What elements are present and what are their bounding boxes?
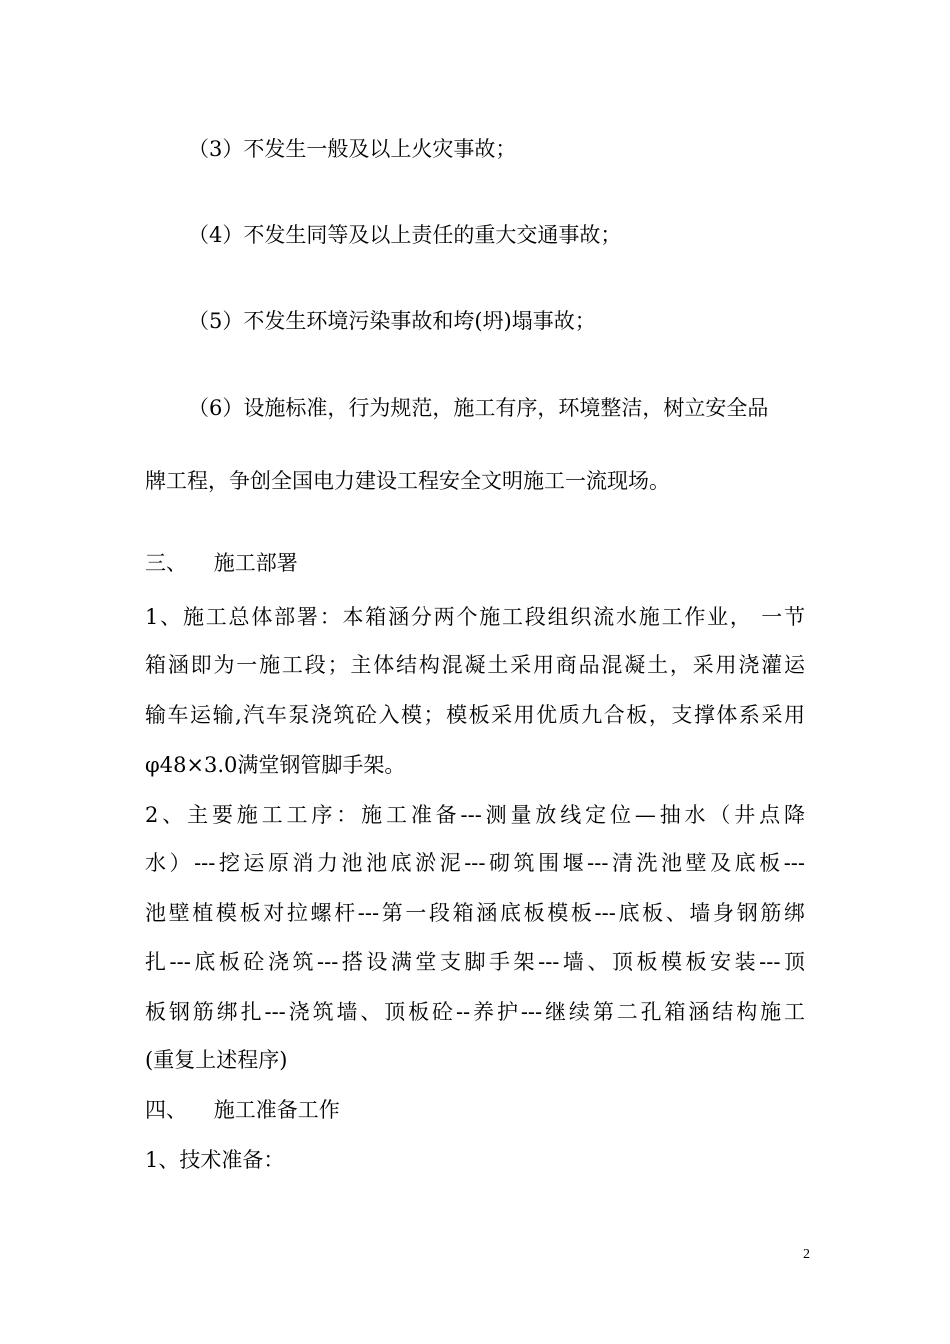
deployment-paragraph-line-2: 箱涵即为一施工段；主体结构混凝土采用商品混凝土，采用浇灌运 [145,653,805,677]
section-heading-preparation: 四、 施工准备工作 [145,1098,340,1122]
process-paragraph-line-3: 池壁植模板对拉螺杆---第一段箱涵底板模板---底板、墙身钢筋绑 [145,901,805,925]
goal-item-6-line-1: （6）设施标准，行为规范，施工有序，环境整洁，树立安全品 [188,396,769,420]
goal-item-6-line-2: 牌工程，争创全国电力建设工程安全文明施工一流现场。 [145,469,670,493]
deployment-paragraph-line-4: φ48×3.0满堂钢管脚手架。 [145,753,406,777]
deployment-paragraph-line-3: 输车运输,汽车泵浇筑砼入模；模板采用优质九合板，支撑体系采用 [145,703,805,727]
goal-item-5: （5）不发生环境污染事故和垮(坍)塌事故； [188,309,596,333]
process-paragraph-line-2: 水）---挖运原消力池池底淤泥---砌筑围堰---清洗池壁及底板--- [145,851,805,875]
goal-item-3: （3）不发生一般及以上火灾事故； [188,137,517,161]
technical-preparation-item: 1、技术准备： [145,1148,285,1172]
deployment-paragraph-line-1: 1、施工总体部署：本箱涵分两个施工段组织流水施工作业， 一节 [145,605,805,629]
process-paragraph-line-5: 板钢筋绑扎---浇筑墙、顶板砼--养护---继续第二孔箱涵结构施工 [145,1000,805,1024]
page-number: 2 [803,1247,810,1262]
goal-item-4: （4）不发生同等及以上责任的重大交通事故； [188,223,622,247]
process-paragraph-line-6: (重复上述程序) [145,1048,288,1072]
process-paragraph-line-1: 2、主要施工工序：施工准备---测量放线定位—抽水（井点降 [145,803,805,827]
process-paragraph-line-4: 扎---底板砼浇筑---搭设满堂支脚手架---墙、顶板模板安装---顶 [145,950,805,974]
section-heading-deployment: 三、 施工部署 [145,551,298,575]
